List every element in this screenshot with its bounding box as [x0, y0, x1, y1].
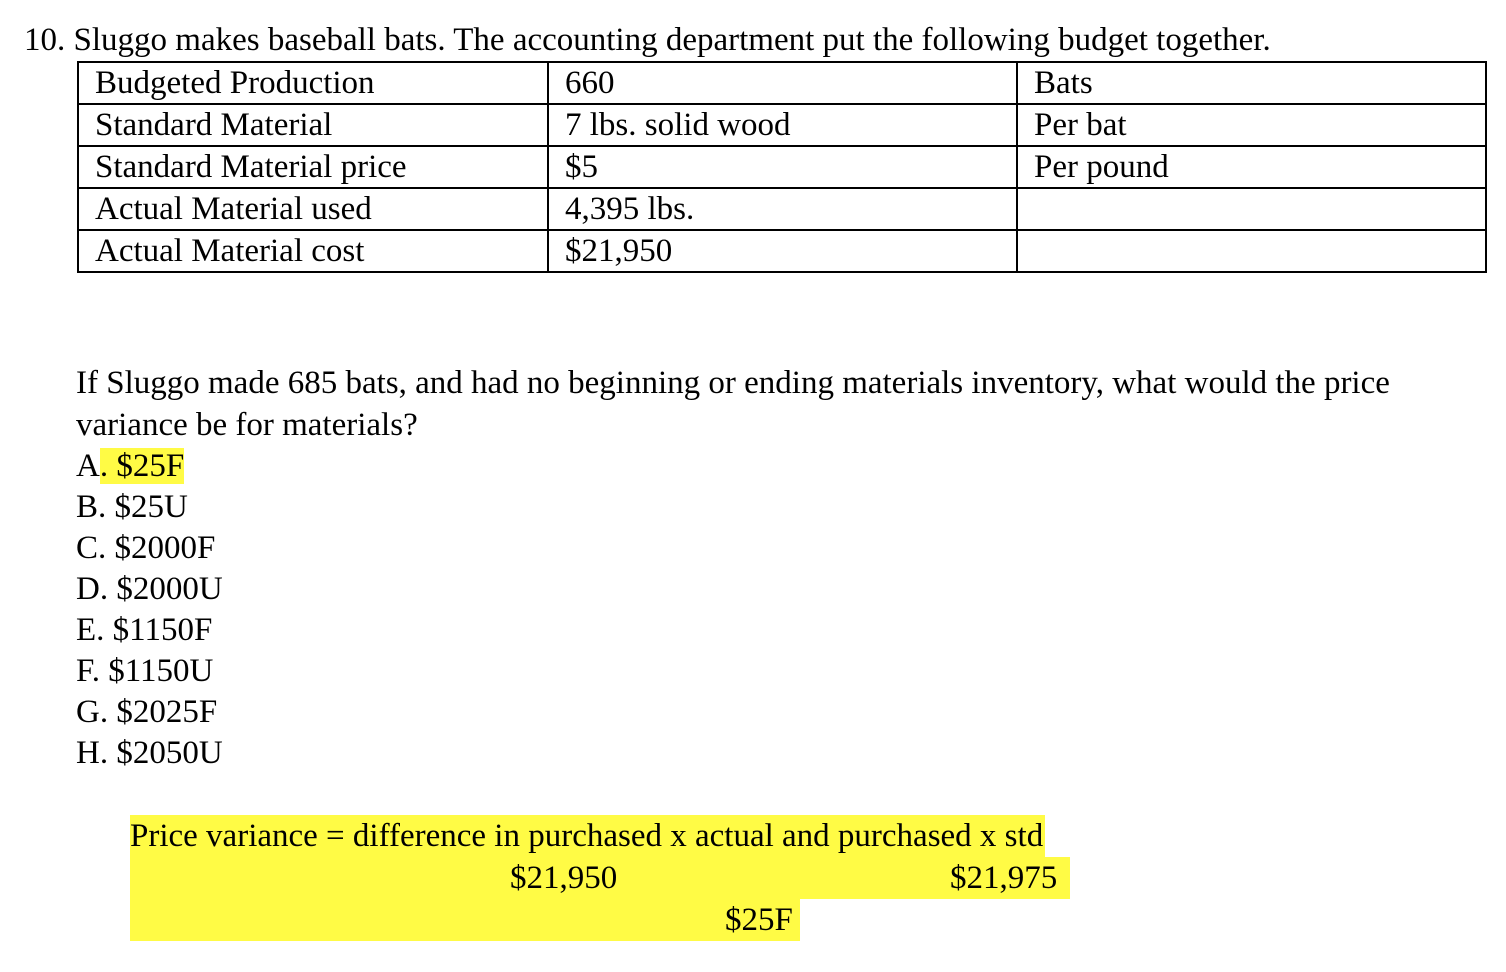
table-row — [78, 188, 1486, 230]
option-value: $1150F — [112, 612, 213, 648]
option-letter: A — [76, 448, 100, 484]
solution-values-row — [130, 857, 1070, 899]
table-cell: Standard Material — [78, 104, 548, 146]
option-g — [76, 692, 223, 733]
option-separator: . — [99, 735, 117, 771]
table-cell — [1017, 188, 1486, 230]
option-value: $2025F — [116, 694, 218, 730]
option-value: $2050U — [116, 735, 223, 771]
table-cell: Bats — [1017, 62, 1486, 104]
table-cell: Actual Material used — [78, 188, 548, 230]
option-separator: . — [91, 653, 109, 689]
table-cell: 660 — [548, 62, 1017, 104]
table-cell: $21,950 — [548, 230, 1017, 272]
option-letter: D — [76, 571, 100, 607]
table-cell: 7 lbs. solid wood — [548, 104, 1017, 146]
option-answer-highlight — [100, 448, 184, 484]
budget-table — [77, 61, 1487, 273]
option-letter: H — [76, 735, 100, 771]
standard-cost-value: $21,975 — [950, 860, 1058, 896]
option-letter: E — [76, 612, 97, 648]
question-title: 10. Sluggo makes baseball bats. The accounting department put the following budget together. — [24, 22, 1271, 58]
table-row — [78, 62, 1486, 104]
actual-cost-value: $21,950 — [510, 860, 618, 896]
option-separator: . — [98, 489, 115, 525]
option-e — [76, 610, 223, 651]
option-b — [76, 487, 223, 528]
option-separator: . — [99, 448, 117, 484]
table-cell: 4,395 lbs. — [548, 188, 1017, 230]
table-cell: Per pound — [1017, 146, 1486, 188]
option-a — [76, 446, 223, 487]
table-cell: Per bat — [1017, 104, 1486, 146]
price-variance-formula: Price variance = difference in purchased x actual and purchased x std — [130, 815, 1045, 857]
option-c — [76, 528, 223, 569]
option-d — [76, 569, 223, 610]
table-row — [78, 230, 1486, 272]
option-letter: F — [76, 653, 92, 689]
option-letter: G — [76, 694, 100, 730]
option-separator: . — [96, 612, 113, 648]
option-letter: C — [76, 530, 99, 566]
option-f — [76, 651, 223, 692]
table-cell: Actual Material cost — [78, 230, 548, 272]
table-cell — [1017, 230, 1486, 272]
option-value: $25U — [114, 489, 188, 525]
price-variance-result: $25F — [725, 899, 797, 941]
table-cell: $5 — [548, 146, 1017, 188]
option-separator: . — [98, 530, 115, 566]
solution-result-row — [130, 899, 800, 941]
answer-options — [76, 446, 223, 774]
option-separator: . — [99, 571, 117, 607]
option-value: $25F — [116, 448, 185, 484]
table-row — [78, 104, 1486, 146]
option-value: $2000F — [114, 530, 216, 566]
table-row — [78, 146, 1486, 188]
option-value: $2000U — [116, 571, 223, 607]
table-cell: Budgeted Production — [78, 62, 548, 104]
solution-work — [130, 815, 1130, 940]
option-separator: . — [99, 694, 117, 730]
option-h — [76, 733, 223, 774]
option-value: $1150U — [108, 653, 214, 689]
option-letter: B — [76, 489, 99, 525]
question-prompt: If Sluggo made 685 bats, and had no beginning or ending materials inventory, what would the price variance be for materials? — [76, 365, 1390, 443]
table-cell: Standard Material price — [78, 146, 548, 188]
